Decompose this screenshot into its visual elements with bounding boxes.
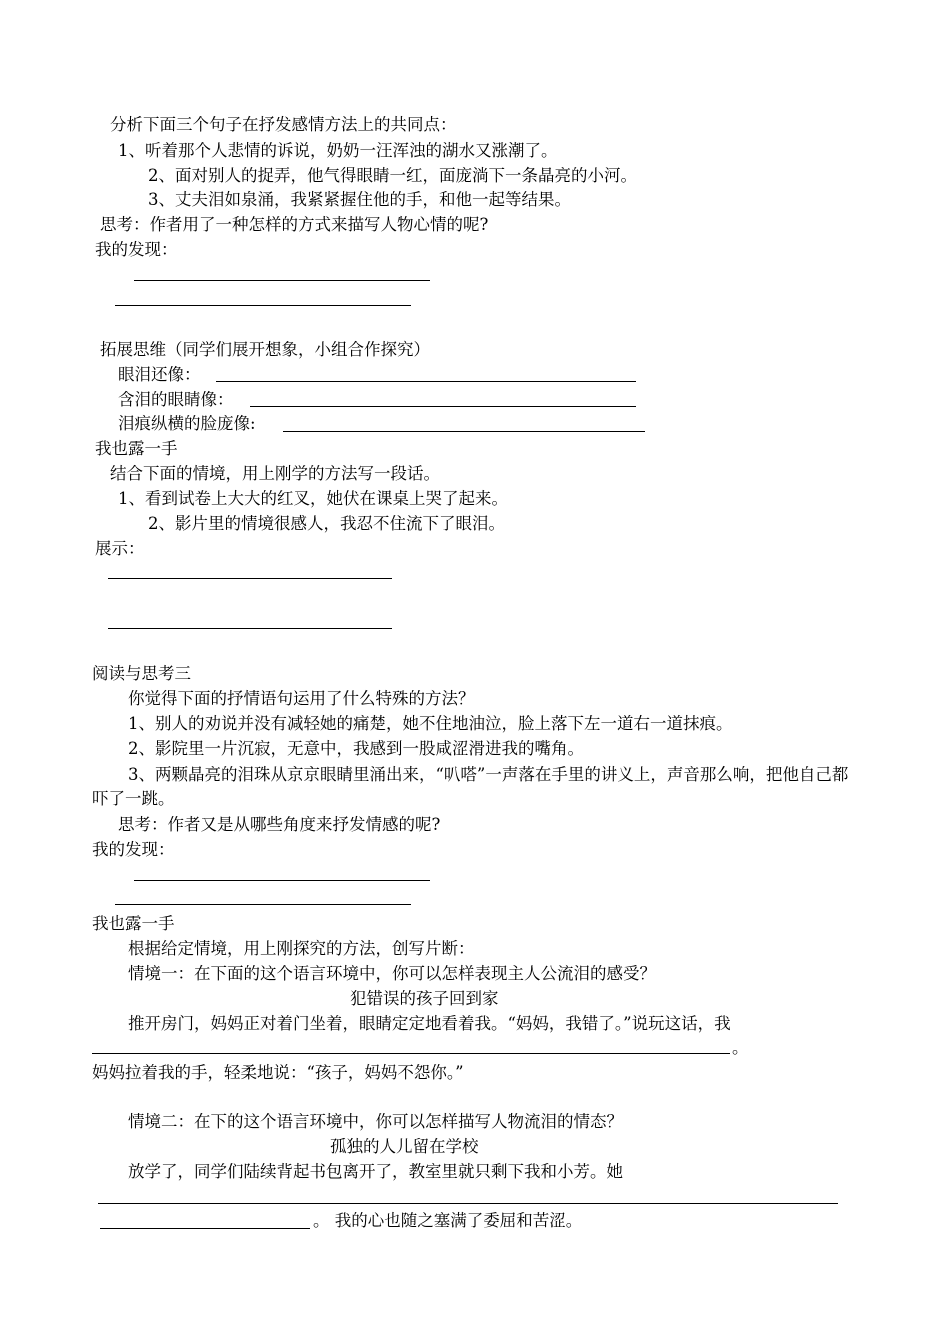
answer-line — [100, 1228, 310, 1229]
section4-sentence-3: 3、两颗晶亮的泪珠从京京眼睛里涌出来，“叭嗒”一声落在手里的讲义上，声音那么响，把他自己都吓了一跳。 — [92, 765, 849, 808]
section4-discovery-label: 我的发现： — [92, 840, 175, 859]
section4-sentence-1: 1、别人的劝说并没有减轻她的痛楚，她不住地油泣，脸上落下左一道右一道抹痕。 — [128, 714, 733, 733]
scene2-end: 。 我的心也随之塞满了委屈和苦涩。 — [313, 1211, 583, 1230]
section3-item-2: 2、影片里的情境很感人，我忍不住流下了眼泪。 — [148, 514, 505, 533]
answer-line — [283, 431, 645, 432]
answer-line — [250, 406, 636, 407]
section1-sentence-3: 3、丈夫泪如泉涌，我紧紧握住他的手，和他一起等结果。 — [148, 190, 571, 209]
section4-think: 思考：作者又是从哪些角度来抒发情感的呢? — [118, 815, 441, 834]
section3-instruction: 结合下面的情境，用上刚学的方法写一段话。 — [110, 464, 440, 483]
answer-line — [92, 1053, 730, 1054]
answer-line — [115, 904, 411, 905]
scene1-end-mark: 。 — [732, 1038, 749, 1057]
scene1-prompt: 情境一：在下面的这个语言环境中，你可以怎样表现主人公流泪的感受？ — [128, 964, 656, 983]
scene1-text-2: 妈妈拉着我的手，轻柔地说：“孩子，妈妈不怨你。” — [92, 1063, 464, 1082]
section5-instruction: 根据给定情境，用上刚探究的方法，创写片断： — [128, 939, 475, 958]
section2-item-3: 泪痕纵横的脸庞像: — [118, 414, 256, 433]
scene2-title: 孤独的人儿留在学校 — [330, 1137, 479, 1156]
answer-line — [134, 280, 430, 281]
answer-line — [108, 628, 392, 629]
section5-heading: 我也露一手 — [92, 914, 175, 933]
section3-item-1: 1、看到试卷上大大的红叉，她伏在课桌上哭了起来。 — [118, 489, 508, 508]
section4-sentence-2: 2、影院里一片沉寂，无意中，我感到一股咸涩滑进我的嘴角。 — [128, 739, 584, 758]
section1-think: 思考：作者用了一种怎样的方式来描写人物心情的呢? — [100, 215, 489, 234]
answer-line — [134, 880, 430, 881]
section4-heading: 阅读与思考三 — [92, 664, 191, 683]
answer-line — [115, 305, 411, 306]
answer-line — [108, 578, 392, 579]
section2-item-2: 含泪的眼睛像： — [118, 390, 234, 409]
section2-item-1: 眼泪还像： — [118, 365, 201, 384]
scene2-text-1: 放学了，同学们陆续背起书包离开了，教室里就只剩下我和小芳。她 — [128, 1162, 623, 1181]
section1-intro: 分析下面三个句子在抒发感情方法上的共同点： — [110, 115, 457, 134]
answer-line — [216, 381, 636, 382]
section1-sentence-1: 1、听着那个人悲情的诉说，奶奶一汪浑浊的湖水又涨潮了。 — [118, 141, 558, 160]
scene2-prompt: 情境二：在下的这个语言环境中，你可以怎样描写人物流泪的情态？ — [128, 1112, 623, 1131]
section2-heading: 拓展思维（同学们展开想象，小组合作探究） — [100, 340, 430, 359]
scene1-text-1: 推开房门，妈妈正对着门坐着，眼睛定定地看着我。“妈妈，我错了。”说玩这话，我 — [128, 1014, 731, 1033]
section4-question: 你觉得下面的抒情语句运用了什么特殊的方法？ — [128, 689, 475, 708]
section3-show-label: 展示： — [95, 539, 145, 558]
scene1-title: 犯错误的孩子回到家 — [350, 989, 499, 1008]
section1-discovery-label: 我的发现： — [95, 240, 178, 259]
section3-heading: 我也露一手 — [95, 439, 178, 458]
answer-line — [98, 1203, 838, 1204]
section1-sentence-2: 2、面对别人的捉弄，他气得眼睛一红，面庞淌下一条晶亮的小河。 — [148, 166, 637, 185]
